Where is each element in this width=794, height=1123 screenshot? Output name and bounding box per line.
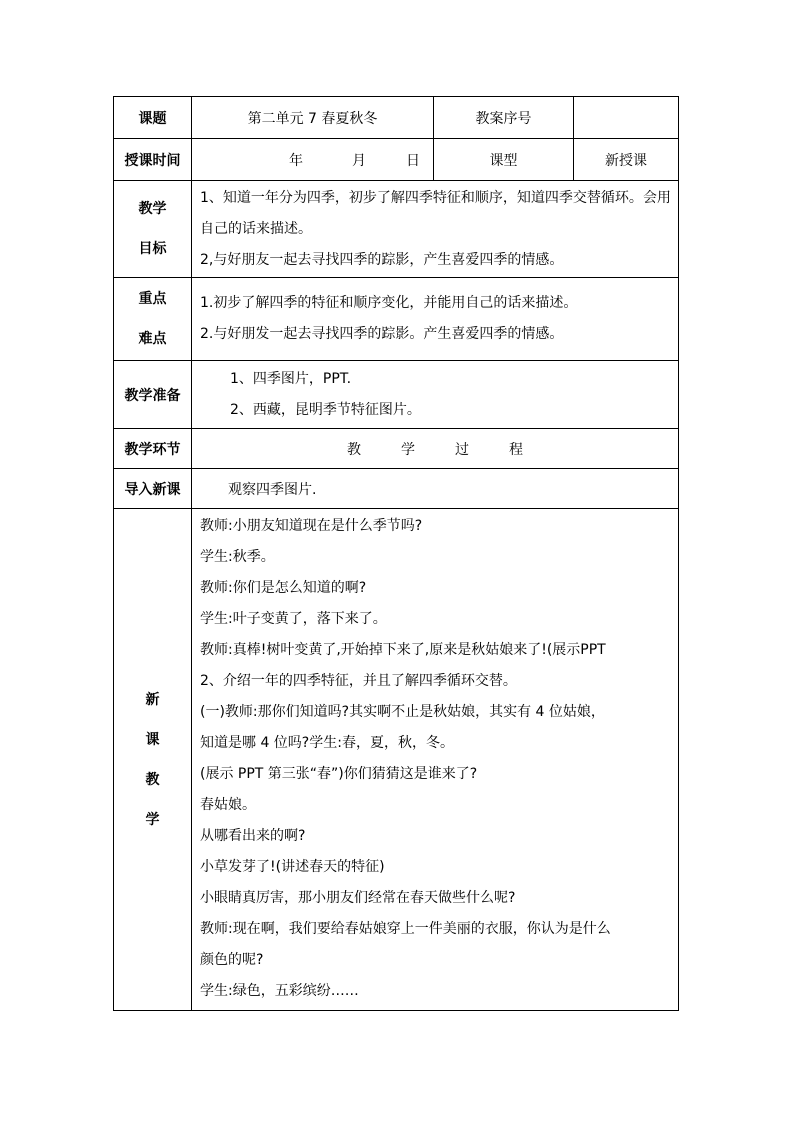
lesson-line-7: (一)教师:那你们知道吗?其实啊不止是秋姑娘，其实有 4 位姑娘， (200, 704, 605, 720)
goal-label-line1: 教学 (138, 201, 167, 217)
prep-label: 教学准备 (114, 361, 192, 429)
month-label: 月 (352, 152, 366, 169)
process-char-3: 过 (455, 441, 469, 458)
key-line-1: 1.初步了解四季的特征和顺序变化，并能用自己的话来描述。 (200, 295, 578, 311)
lesson-line-6: 2、介绍一年的四季特征，并且了解四季循环交替。 (200, 673, 517, 689)
lesson-line-4: 学生:叶子变黄了，落下来了。 (200, 611, 387, 627)
lesson-line-9: (展示 PPT 第三张“春”)你们猜猜这是谁来了? (200, 766, 478, 782)
prep-line-1: 1、四季图片，PPT. (230, 370, 352, 387)
row-new-lesson (114, 509, 679, 1011)
goal-label (114, 181, 192, 278)
key-label (114, 278, 192, 361)
lesson-line-15: 颜色的呢? (200, 952, 264, 968)
lesson-line-10: 春姑娘。 (200, 797, 256, 813)
lesson-plan-table (113, 96, 679, 1011)
row-topic (114, 97, 679, 139)
lesson-line-14: 教师:现在啊，我们要给春姑娘穿上一件美丽的衣服，你认为是什么 (200, 921, 611, 937)
lesson-line-16: 学生:绿色，五彩缤纷…… (200, 983, 359, 999)
type-label: 课型 (434, 139, 574, 181)
intro-label: 导入新课 (114, 469, 192, 509)
key-label-line2: 难点 (138, 331, 167, 347)
row-intro (114, 469, 679, 509)
day-label: 日 (406, 152, 420, 169)
seq-label: 教案序号 (434, 97, 574, 139)
goal-label-line2: 目标 (138, 241, 167, 257)
topic-value: 第二单元 7 春夏秋冬 (192, 97, 434, 139)
type-value: 新授课 (574, 139, 679, 181)
new-label-char-3: 教 (145, 771, 160, 788)
process-char-1: 教 (347, 441, 361, 458)
goal-content (192, 181, 679, 278)
new-lesson-label (114, 509, 192, 1011)
topic-label: 课题 (114, 97, 192, 139)
new-label-char-4: 学 (145, 811, 160, 828)
process-char-4: 程 (509, 441, 523, 458)
row-time (114, 139, 679, 181)
prep-content (192, 361, 679, 429)
prep-line-2: 2、西藏，昆明季节特征图片。 (230, 401, 421, 418)
process-label: 教学环节 (114, 429, 192, 469)
key-label-line1: 重点 (138, 291, 167, 307)
process-heading (192, 429, 679, 469)
goal-line-1: 1、知道一年分为四季，初步了解四季特征和顺序，知道四季交替循环。会用自己的话来描述。 (200, 189, 671, 237)
lesson-line-3: 教师:你们是怎么知道的啊? (200, 580, 367, 596)
row-key (114, 278, 679, 361)
process-char-2: 学 (401, 441, 415, 458)
year-label: 年 (289, 152, 303, 169)
row-process (114, 429, 679, 469)
time-label: 授课时间 (114, 139, 192, 181)
new-label-char-2: 课 (145, 731, 160, 748)
new-label-char-1: 新 (145, 691, 160, 708)
seq-value (574, 97, 679, 139)
key-content (192, 278, 679, 361)
lesson-line-5: 教师:真棒!树叶变黄了,开始掉下来了,原来是秋姑娘来了!(展示PPT (200, 642, 606, 658)
key-line-2: 2.与好朋发一起去寻找四季的踪影。产生喜爱四季的情感。 (200, 326, 564, 342)
row-goal (114, 181, 679, 278)
lesson-line-13: 小眼睛真厉害，那小朋友们经常在春天做些什么呢? (200, 890, 516, 906)
lesson-line-2: 学生:秋季。 (200, 549, 275, 565)
intro-content: 观察四季图片. (192, 469, 679, 509)
goal-line-2: 2,与好朋友一起去寻找四季的踪影，产生喜爱四季的情感。 (200, 251, 564, 268)
new-lesson-content (192, 509, 679, 1011)
lesson-line-1: 教师:小朋友知道现在是什么季节吗? (200, 518, 423, 534)
date-value (192, 139, 434, 181)
lesson-line-12: 小草发芽了!(讲述春天的特征) (200, 859, 385, 875)
row-prep (114, 361, 679, 429)
lesson-line-11: 从哪看出来的啊? (200, 828, 306, 844)
lesson-line-8: 知道是哪 4 位吗?学生:春，夏，秋，冬。 (200, 735, 454, 751)
